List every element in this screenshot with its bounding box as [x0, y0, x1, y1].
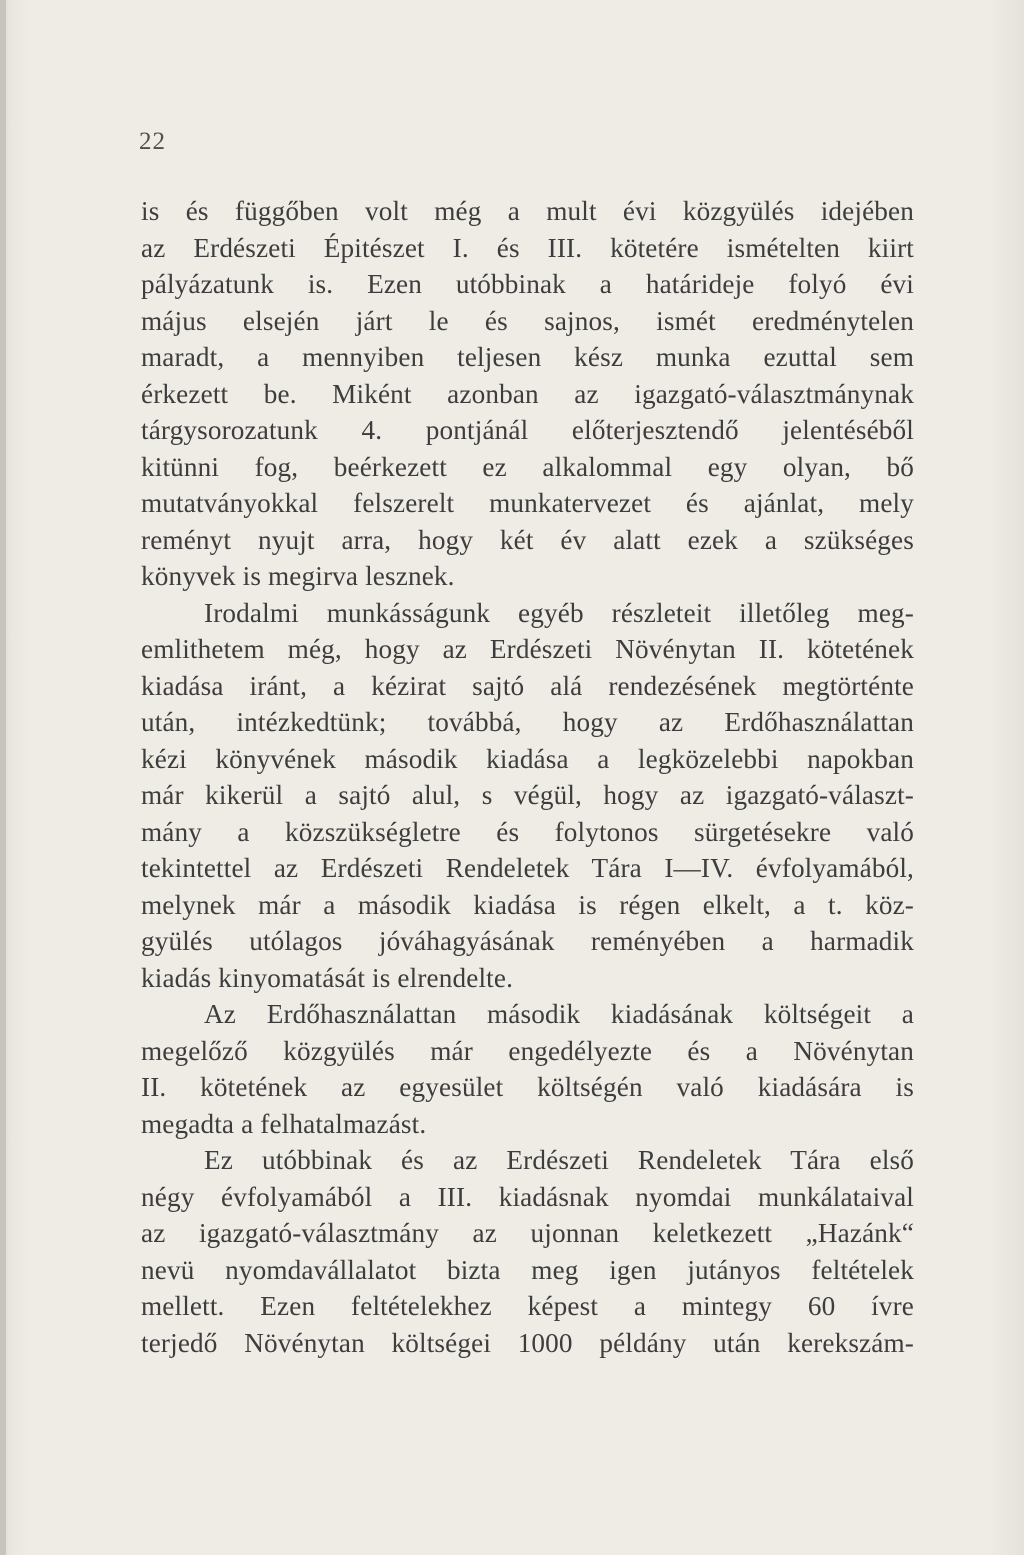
paragraph-last-line: könyvek is megirva lesznek.	[141, 561, 455, 591]
text-line: II. kötetének az egyesület költségén való kiadására is	[141, 1072, 914, 1102]
page-number: 22	[139, 128, 166, 155]
text-line: terjedő Növénytan költségei 1000 példány után kerekszám-	[141, 1327, 914, 1358]
text-line: reményt nyujt arra, hogy két év alatt ezek a szükséges	[141, 524, 914, 555]
text-line: május elsején járt le és sajnos, ismét eredménytelen	[141, 305, 914, 336]
text-line: kézi könyvének második kiadása a legközelebbi napokban	[141, 743, 914, 774]
text-line: nevü nyomdavállalatot bizta meg igen jutányos feltételek	[141, 1254, 914, 1285]
body-text	[141, 193, 914, 1361]
text-line: melynek már a második kiadása is régen elkelt, a t. köz-	[141, 889, 914, 920]
text-line: tekintettel az Erdészeti Rendeletek Tára I—IV. évfolyamából,	[141, 853, 914, 883]
text-line: az igazgató-választmány az ujonnan keletkezett „Hazánk“	[141, 1218, 914, 1248]
text-line: mutatványokkal felszerelt munkatervezet és ajánlat, mely	[141, 488, 914, 518]
paragraph-last-line: megadta a felhatalmazást.	[141, 1108, 427, 1139]
text-line: az Erdészeti Épitészet I. és III. kötetére ismételten kiirt	[141, 232, 914, 263]
paragraph-first-line: Irodalmi munkásságunk egyéb részleteit illetőleg meg-	[204, 597, 914, 628]
text-line: után, intézkedtünk; továbbá, hogy az Erdőhasználattan	[141, 707, 914, 737]
page-edge	[0, 0, 6, 1555]
text-line: is és függőben volt még a mult évi közgyülés idejében	[141, 196, 914, 226]
paragraph-first-line: Az Erdőhasználattan második kiadásának költségeit a	[204, 999, 914, 1029]
text-line: már kikerül a sajtó alul, s végül, hogy az igazgató-választ-	[141, 780, 914, 810]
text-line: maradt, a mennyiben teljesen kész munka ezuttal sem	[141, 342, 914, 372]
text-line: négy évfolyamából a III. kiadásnak nyomdai munkálataival	[141, 1181, 914, 1212]
paragraph-first-line: Ez utóbbinak és az Erdészeti Rendeletek Tára első	[204, 1145, 914, 1175]
paragraph-last-line: kiadás kinyomatását is elrendelte.	[141, 962, 514, 993]
text-line: pályázatunk is. Ezen utóbbinak a határideje folyó évi	[141, 269, 914, 299]
text-line: tárgysorozatunk 4. pontjánál előterjesztendő jelentéséből	[141, 415, 914, 445]
text-line: kiadása iránt, a kézirat sajtó alá rendezésének megtörténte	[141, 670, 914, 701]
text-line: kitünni fog, beérkezett ez alkalommal egy olyan, bő	[141, 451, 914, 482]
text-line: emlithetem még, hogy az Erdészeti Növénytan II. kötetének	[141, 634, 914, 664]
text-line: megelőző közgyülés már engedélyezte és a Növénytan	[141, 1035, 914, 1066]
text-line: mány a közszükségletre és folytonos sürgetésekre való	[141, 816, 914, 847]
text-line: érkezett be. Miként azonban az igazgató-választmánynak	[141, 378, 914, 409]
text-line: gyülés utólagos jóváhagyásának reményében a harmadik	[141, 926, 914, 956]
text-line: mellett. Ezen feltételekhez képest a mintegy 60 ívre	[141, 1291, 914, 1321]
